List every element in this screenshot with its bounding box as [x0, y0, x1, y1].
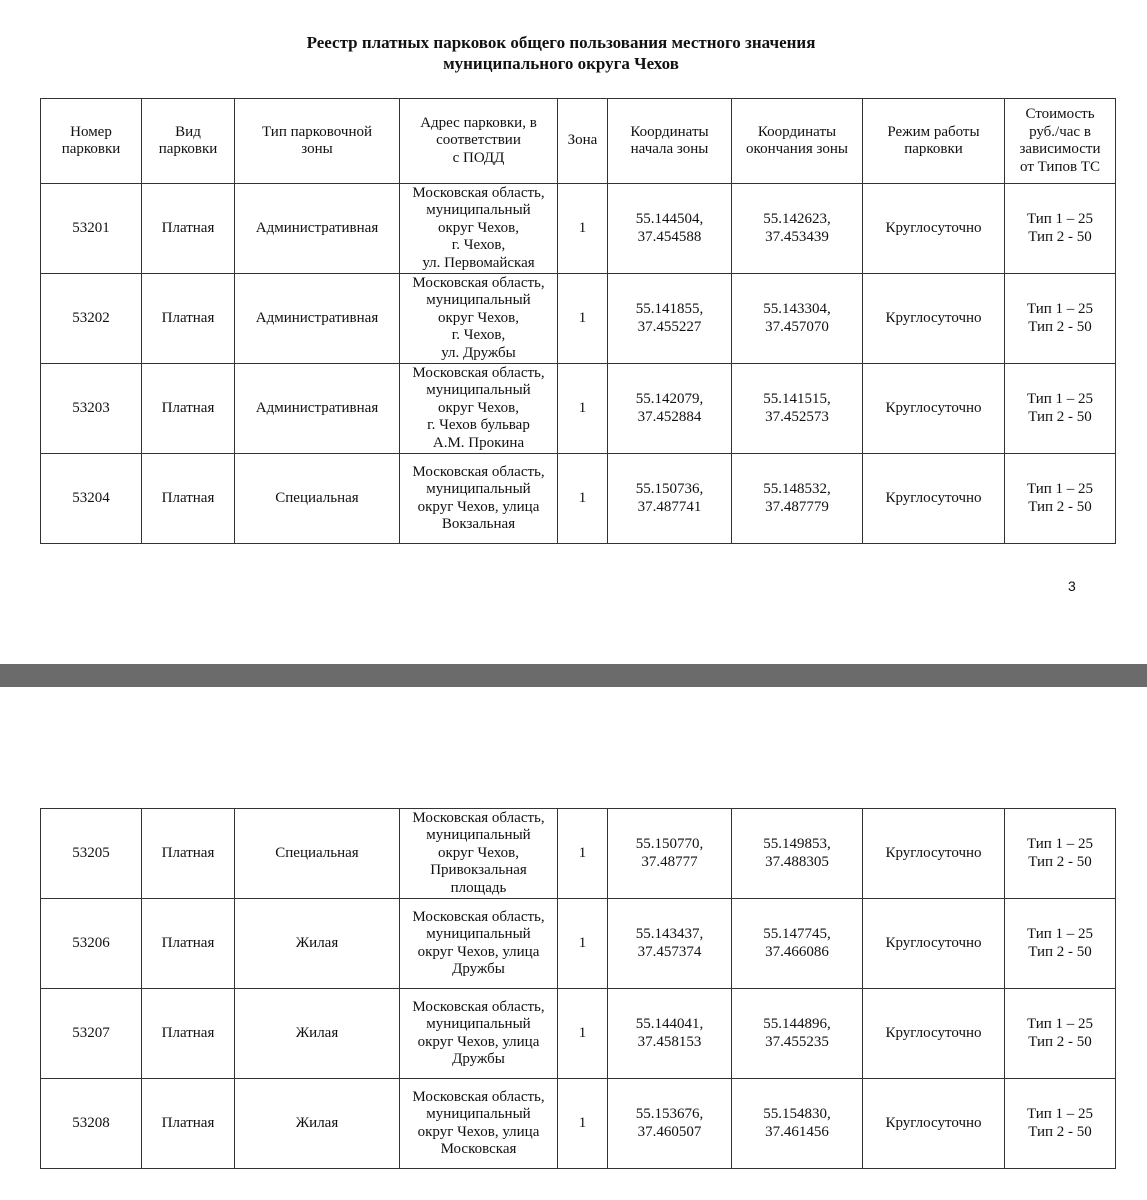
- cell-schedule: Круглосуточно: [863, 1079, 1005, 1169]
- parking-registry-table-page-1: [40, 98, 1116, 544]
- header-zone: Зона: [558, 99, 608, 184]
- table-header-row: [41, 99, 1116, 184]
- table-row: [41, 989, 1116, 1079]
- cell-coord-end: 55.143304, 37.457070: [732, 274, 863, 364]
- cell-kind: Платная: [142, 184, 235, 274]
- cell-zone: 1: [558, 899, 608, 989]
- cell-kind: Платная: [142, 454, 235, 544]
- cell-coord-start: 55.142079, 37.452884: [608, 364, 732, 454]
- cell-zone: 1: [558, 809, 608, 899]
- parking-registry-table-page-2: [40, 808, 1116, 1169]
- cell-coord-start: 55.141855, 37.455227: [608, 274, 732, 364]
- cell-coord-start: 55.144504, 37.454588: [608, 184, 732, 274]
- header-address: Адрес парковки, в соответствии с ПОДД: [400, 99, 558, 184]
- cell-coord-start: 55.150736, 37.487741: [608, 454, 732, 544]
- cell-coord-start: 55.143437, 37.457374: [608, 899, 732, 989]
- header-coord-start: Координаты начала зоны: [608, 99, 732, 184]
- cell-coord-end: 55.154830, 37.461456: [732, 1079, 863, 1169]
- table-row: [41, 1079, 1116, 1169]
- cell-kind: Платная: [142, 364, 235, 454]
- cell-kind: Платная: [142, 809, 235, 899]
- cell-kind: Платная: [142, 1079, 235, 1169]
- cell-coord-end: 55.144896, 37.455235: [732, 989, 863, 1079]
- cell-coord-end: 55.149853, 37.488305: [732, 809, 863, 899]
- cell-cost: Тип 1 – 25 Тип 2 - 50: [1005, 454, 1116, 544]
- cell-number: 53204: [41, 454, 142, 544]
- cell-address: Московская область, муниципальный округ Чехов, г. Чехов бульвар А.М. Прокина: [400, 364, 558, 454]
- cell-coord-end: 55.147745, 37.466086: [732, 899, 863, 989]
- cell-schedule: Круглосуточно: [863, 809, 1005, 899]
- cell-schedule: Круглосуточно: [863, 454, 1005, 544]
- cell-zone: 1: [558, 184, 608, 274]
- cell-zone: 1: [558, 274, 608, 364]
- table-row: [41, 364, 1116, 454]
- cell-zone: 1: [558, 364, 608, 454]
- cell-number: 53206: [41, 899, 142, 989]
- title-line-2: муниципального округа Чехов: [443, 54, 679, 73]
- cell-address: Московская область, муниципальный округ Чехов, улица Вокзальная: [400, 454, 558, 544]
- table-row: [41, 274, 1116, 364]
- cell-cost: Тип 1 – 25 Тип 2 - 50: [1005, 1079, 1116, 1169]
- cell-zone: 1: [558, 989, 608, 1079]
- cell-zone-type: Жилая: [235, 1079, 400, 1169]
- cell-cost: Тип 1 – 25 Тип 2 - 50: [1005, 274, 1116, 364]
- cell-address: Московская область, муниципальный округ Чехов, Привокзальная площадь: [400, 809, 558, 899]
- cell-coord-start: 55.153676, 37.460507: [608, 1079, 732, 1169]
- table-row: [41, 809, 1116, 899]
- table-row: [41, 899, 1116, 989]
- header-cost: Стоимость руб./час в зависимости от Типов ТС: [1005, 99, 1116, 184]
- page-separator: [0, 664, 1147, 687]
- cell-zone-type: Административная: [235, 364, 400, 454]
- cell-number: 53201: [41, 184, 142, 274]
- header-schedule: Режим работы парковки: [863, 99, 1005, 184]
- cell-kind: Платная: [142, 274, 235, 364]
- cell-number: 53202: [41, 274, 142, 364]
- cell-coord-end: 55.148532, 37.487779: [732, 454, 863, 544]
- cell-zone-type: Специальная: [235, 454, 400, 544]
- cell-address: Московская область, муниципальный округ Чехов, г. Чехов, ул. Дружбы: [400, 274, 558, 364]
- cell-address: Московская область, муниципальный округ Чехов, улица Дружбы: [400, 989, 558, 1079]
- cell-zone-type: Административная: [235, 184, 400, 274]
- cell-zone-type: Административная: [235, 274, 400, 364]
- cell-zone: 1: [558, 1079, 608, 1169]
- header-coord-end: Координаты окончания зоны: [732, 99, 863, 184]
- cell-number: 53205: [41, 809, 142, 899]
- cell-schedule: Круглосуточно: [863, 989, 1005, 1079]
- cell-schedule: Круглосуточно: [863, 184, 1005, 274]
- cell-zone-type: Специальная: [235, 809, 400, 899]
- page-number: 3: [1068, 578, 1076, 594]
- cell-address: Московская область, муниципальный округ Чехов, г. Чехов, ул. Первомайская: [400, 184, 558, 274]
- cell-schedule: Круглосуточно: [863, 274, 1005, 364]
- cell-zone: 1: [558, 454, 608, 544]
- table-row: [41, 454, 1116, 544]
- cell-number: 53207: [41, 989, 142, 1079]
- cell-kind: Платная: [142, 989, 235, 1079]
- cell-schedule: Круглосуточно: [863, 899, 1005, 989]
- header-kind: Вид парковки: [142, 99, 235, 184]
- cell-coord-end: 55.142623, 37.453439: [732, 184, 863, 274]
- cell-coord-start: 55.144041, 37.458153: [608, 989, 732, 1079]
- cell-cost: Тип 1 – 25 Тип 2 - 50: [1005, 364, 1116, 454]
- cell-coord-start: 55.150770, 37.48777: [608, 809, 732, 899]
- cell-coord-end: 55.141515, 37.452573: [732, 364, 863, 454]
- document-title: [0, 32, 1122, 74]
- header-zone-type: Тип парковочной зоны: [235, 99, 400, 184]
- cell-schedule: Круглосуточно: [863, 364, 1005, 454]
- cell-number: 53208: [41, 1079, 142, 1169]
- cell-zone-type: Жилая: [235, 989, 400, 1079]
- title-line-1: Реестр платных парковок общего пользования местного значения: [306, 33, 816, 52]
- cell-cost: Тип 1 – 25 Тип 2 - 50: [1005, 809, 1116, 899]
- cell-kind: Платная: [142, 899, 235, 989]
- cell-cost: Тип 1 – 25 Тип 2 - 50: [1005, 989, 1116, 1079]
- cell-cost: Тип 1 – 25 Тип 2 - 50: [1005, 899, 1116, 989]
- cell-number: 53203: [41, 364, 142, 454]
- cell-cost: Тип 1 – 25 Тип 2 - 50: [1005, 184, 1116, 274]
- cell-address: Московская область, муниципальный округ Чехов, улица Дружбы: [400, 899, 558, 989]
- table-row: [41, 184, 1116, 274]
- cell-zone-type: Жилая: [235, 899, 400, 989]
- cell-address: Московская область, муниципальный округ Чехов, улица Московская: [400, 1079, 558, 1169]
- header-number: Номер парковки: [41, 99, 142, 184]
